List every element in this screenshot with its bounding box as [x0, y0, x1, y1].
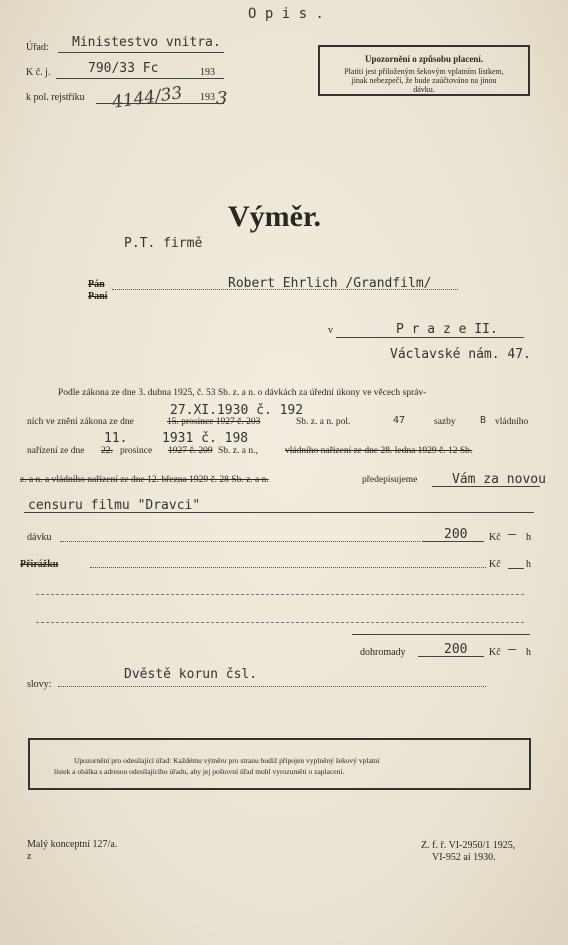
- rejstrik-label: k pol. rejstříku: [26, 92, 85, 103]
- sazba-value: B: [480, 415, 487, 426]
- slovy-line: [58, 686, 486, 687]
- sum-rule: [352, 634, 530, 635]
- total-h: h: [526, 647, 531, 658]
- kcj-value: 790/33 Fc: [88, 61, 159, 76]
- payment-notice-line3: dávku.: [413, 85, 435, 94]
- body-line4-typed: Vám za novou: [452, 472, 546, 487]
- total-label: dohromady: [360, 647, 406, 658]
- footer-right-1: Z. f. ř. VI-2950/1 1925,: [421, 840, 516, 851]
- street: Václavské nám. 47.: [390, 347, 531, 362]
- body-line1: Podle zákona ze dne 3. dubna 1925, č. 53 Sb. z. a n. o dávkách za úřední úkony ve věcech správ-: [58, 388, 427, 398]
- davku-line: [422, 541, 484, 542]
- urad-label: Úřad:: [26, 42, 49, 53]
- davku-h-value: —: [508, 527, 516, 542]
- urad-line: [58, 52, 224, 53]
- blank-line-2: [36, 622, 524, 623]
- payment-notice-line1: Platiti jest přiloženým šekovým vplatním lístkem,: [344, 67, 504, 76]
- payment-notice-title: Upozornění o způsobu placení.: [364, 54, 484, 64]
- body-line2-struck: 15. prosince 1927 č. 203: [167, 417, 261, 427]
- struck-pan: Pán: [88, 279, 105, 290]
- urad-value: Ministestvo vnitra.: [72, 35, 221, 50]
- surcharge-h-line: [508, 568, 524, 569]
- sender-notice-box: [28, 738, 531, 790]
- footer-left-2: z: [27, 851, 32, 862]
- document-title: Výměr.: [228, 200, 322, 233]
- pol-value: 47: [393, 415, 406, 426]
- body-line2-a: ních ve znění zákona ze dne: [27, 417, 134, 427]
- city: P r a z e II.: [396, 322, 498, 337]
- pt-firme: P.T. firmě: [124, 236, 203, 251]
- body-line3-c: Sb. z. a n.,: [218, 446, 258, 456]
- footer-right-2: VI-952 ai 1930.: [432, 852, 496, 863]
- film-censure: censuru filmu "Dravci": [28, 498, 201, 513]
- body-line3-struck1: 22.: [101, 446, 113, 456]
- city-line: [336, 337, 524, 338]
- davku-h: h: [526, 532, 531, 543]
- body-line3-b: prosince: [120, 446, 153, 456]
- total-line: [418, 656, 484, 657]
- recipient-name: Robert Ehrlich /Grandfilm/: [228, 276, 432, 291]
- footer-left-1: Malý konceptní 127/a.: [27, 839, 118, 850]
- kcj-line: [56, 78, 224, 79]
- total-h-value: —: [508, 642, 516, 657]
- body-line3-struck3: vládního nařízení ze dne 28. ledna 1929 č. 12 Sb.: [285, 446, 473, 456]
- sender-notice-line2: lístek a obálka s adresou odesílajícího úřadu, aby jej poštovní úřad mohl vyrozuměti o zaplacení.: [54, 767, 345, 776]
- line5-underline: [24, 512, 534, 513]
- rejstrik-handwriting: 4144/33: [110, 83, 184, 113]
- surcharge-h: h: [526, 559, 531, 570]
- davku-label: dávku: [27, 532, 52, 543]
- payment-notice-line2: jinak nebezpečí, že bude zaúčtováno na jinou: [351, 76, 497, 85]
- year2: 193: [200, 92, 215, 103]
- davku-value: 200: [444, 527, 468, 542]
- struck-surcharge: Přirážku: [20, 559, 59, 570]
- struck-pani: Paní: [88, 291, 108, 302]
- total-kc: Kč: [489, 647, 501, 658]
- v-label: v: [328, 325, 333, 336]
- year2-handwriting: 3: [216, 88, 228, 109]
- surcharge-dots: [90, 567, 486, 568]
- body-line4-b: předepisujeme: [362, 475, 418, 485]
- davku-kc: Kč: [489, 532, 501, 543]
- body-line2-b: Sb. z. a n. pol.: [296, 417, 351, 427]
- opis-heading: O p i s .: [248, 6, 324, 22]
- slovy-label: slovy:: [27, 679, 52, 690]
- sender-notice-line1: Upozornění pro odesílající úřad: Každému výměru pro stranu budiž připojen vyplněný šekový vplatní: [74, 756, 380, 765]
- recipient-line: [112, 289, 458, 290]
- body-line3-struck2: 1927 č. 209: [168, 446, 213, 456]
- slovy-value: Dvěstě korun čsl.: [124, 667, 258, 682]
- surcharge-kc: Kč: [489, 559, 501, 570]
- rejstrik-line: [96, 103, 224, 104]
- body-line4-struck: z. a n. a vládního nařízení ze dne 12. března 1929 č. 28 Sb. z. a n.: [20, 475, 269, 485]
- year1: 193: [200, 67, 215, 78]
- typed-year: 1931 č. 198: [162, 431, 249, 446]
- kcj-label: K č. j.: [26, 67, 51, 78]
- total-value: 200: [444, 642, 468, 657]
- typed-date: 27.XI.1930 č. 192: [170, 403, 304, 418]
- blank-line-1: [36, 594, 524, 595]
- sazby-label: sazby: [434, 417, 456, 427]
- payment-notice-box: [318, 45, 530, 96]
- line4-underline: [432, 486, 540, 487]
- body-line2-c: vládního: [495, 417, 529, 427]
- davku-dots: [60, 541, 420, 542]
- body-line3-a: nařízení ze dne: [27, 446, 85, 456]
- typed-day: 11.: [104, 431, 128, 446]
